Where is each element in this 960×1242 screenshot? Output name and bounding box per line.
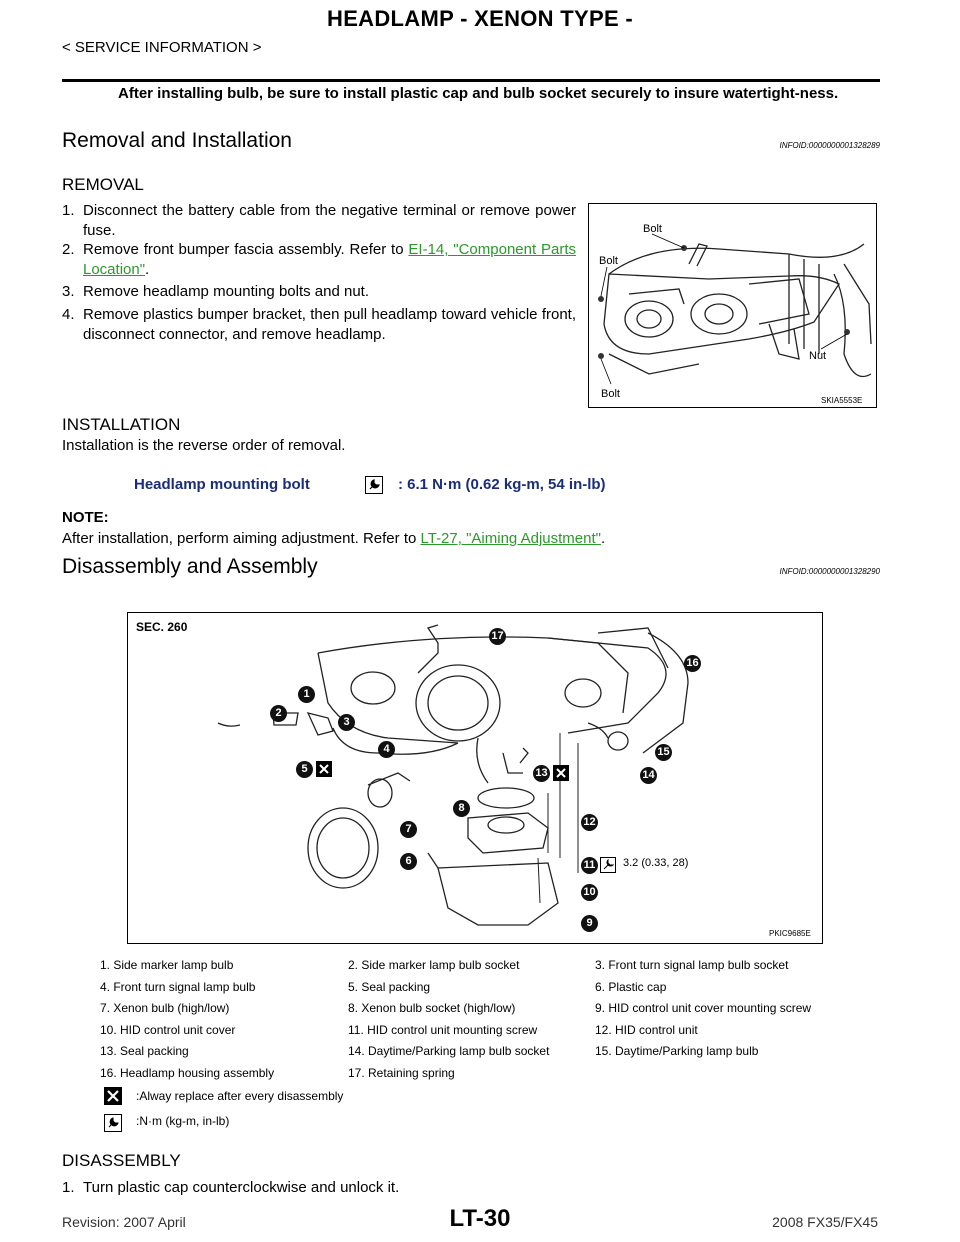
- disassembly-step-1: 1. Turn plastic cap counterclockwise and unlock it.: [62, 1179, 400, 1196]
- removal-step-4: 4. Remove plastics bumper bracket, then pull headlamp toward vehicle front, disconnect connector, and remove headlamp.: [62, 306, 576, 343]
- callout-13: 13: [533, 765, 550, 782]
- nut-label: Nut: [809, 350, 827, 362]
- installation-heading: INSTALLATION: [62, 415, 181, 434]
- disassembly-heading: DISASSEMBLY: [62, 1151, 181, 1170]
- section-title-removal-installation: Removal and Installation: [62, 129, 292, 152]
- callout-5: 5: [296, 761, 313, 778]
- bolt-label-left: Bolt: [599, 255, 618, 267]
- legend-note-torque: :N·m (kg-m, in-lb): [100, 1112, 880, 1137]
- legend-row: 13. Seal packing 14. Daytime/Parking lamp bulb socket 15. Daytime/Parking lamp bulb: [100, 1044, 759, 1058]
- breadcrumb: < SERVICE INFORMATION >: [62, 39, 262, 56]
- removal-step-2: 2. Remove front bumper fascia assembly. Refer to EI-14, "Component Parts Location".: [62, 241, 576, 278]
- headlamp-exploded-view-figure: [127, 612, 823, 944]
- note-text: After installation, perform aiming adjustment. Refer to LT-27, "Aiming Adjustment".: [62, 530, 606, 547]
- page-title: HEADLAMP - XENON TYPE -: [327, 6, 633, 31]
- torque-spec-label: Headlamp mounting bolt: [134, 476, 310, 493]
- replace-part-icon: [104, 1087, 122, 1108]
- model-text: 2008 FX35/FX45: [772, 1214, 878, 1230]
- callout-7: 7: [400, 821, 417, 838]
- callout-14: 14: [640, 767, 657, 784]
- headlamp-removal-drawing: [589, 204, 876, 407]
- page-number: LT-30: [449, 1205, 511, 1232]
- callout-12: 12: [581, 814, 598, 831]
- revision-text: Revision: 2007 April: [62, 1214, 186, 1230]
- headlamp-removal-figure: [588, 203, 877, 408]
- figure-code: SKIA5553E: [821, 396, 863, 405]
- aiming-adjustment-link[interactable]: LT-27, "Aiming Adjustment": [420, 530, 601, 547]
- bolt-label-top: Bolt: [643, 223, 662, 235]
- callout-1: 1: [298, 686, 315, 703]
- section-number: SEC. 260: [136, 620, 188, 634]
- caution-text: After installing bulb, be sure to install plastic cap and bulb socket securely to insure watertight-ness.: [118, 85, 839, 102]
- info-id: INFOID:0000000001328290: [779, 567, 880, 576]
- callout-15: 15: [655, 744, 672, 761]
- note-heading: NOTE:: [62, 509, 109, 526]
- torque-wrench-icon: [600, 857, 616, 878]
- callout-16: 16: [684, 655, 701, 672]
- figure-code: PKIC9685E: [769, 929, 811, 938]
- callout-8: 8: [453, 800, 470, 817]
- replace-part-icon: [553, 765, 569, 786]
- legend-row: 7. Xenon bulb (high/low) 8. Xenon bulb socket (high/low) 9. HID control unit cover mounting screw: [100, 1001, 812, 1015]
- callout-4: 4: [378, 741, 395, 758]
- legend-row: 1. Side marker lamp bulb 2. Side marker lamp bulb socket 3. Front turn signal lamp bulb socket: [100, 958, 789, 972]
- callout-17: 17: [489, 628, 506, 645]
- callout-9: 9: [581, 915, 598, 932]
- torque-spec-value: : 6.1 N·m (0.62 kg-m, 54 in-lb): [398, 476, 606, 493]
- cross-reference-link[interactable]: EI-14, "Component Parts Location": [83, 241, 576, 278]
- removal-step-3: 3. Remove headlamp mounting bolts and nut.: [62, 283, 370, 300]
- legend-row: 4. Front turn signal lamp bulb 5. Seal packing 6. Plastic cap: [100, 979, 667, 994]
- callout-3: 3: [338, 714, 355, 731]
- header-divider: [62, 79, 880, 82]
- torque-wrench-icon: [365, 476, 383, 499]
- bolt-label-bottom: Bolt: [601, 388, 620, 400]
- torque-wrench-icon: [104, 1114, 122, 1135]
- replace-part-icon: [316, 761, 332, 782]
- headlamp-exploded-drawing: [128, 613, 822, 943]
- legend-row: 10. HID control unit cover 11. HID control unit mounting screw 12. HID control unit: [100, 1022, 698, 1037]
- info-id: INFOID:0000000001328289: [779, 141, 880, 150]
- installation-text: Installation is the reverse order of removal.: [62, 437, 346, 454]
- removal-step-1: 1. Disconnect the battery cable from the negative terminal or remove power fuse.: [62, 202, 576, 239]
- removal-heading: REMOVAL: [62, 175, 144, 194]
- callout-11: 11: [581, 857, 598, 874]
- legend-row: 16. Headlamp housing assembly 17. Retaining spring: [100, 1065, 455, 1080]
- legend-note-replace: :Alway replace after every disassembly: [100, 1087, 880, 1112]
- callout-2: 2: [270, 705, 287, 722]
- torque-spec-annotation: 3.2 (0.33, 28): [623, 857, 689, 869]
- section-title-disassembly-assembly: Disassembly and Assembly: [62, 555, 318, 578]
- callout-10: 10: [581, 884, 598, 901]
- parts-legend: [100, 958, 880, 1137]
- callout-6: 6: [400, 853, 417, 870]
